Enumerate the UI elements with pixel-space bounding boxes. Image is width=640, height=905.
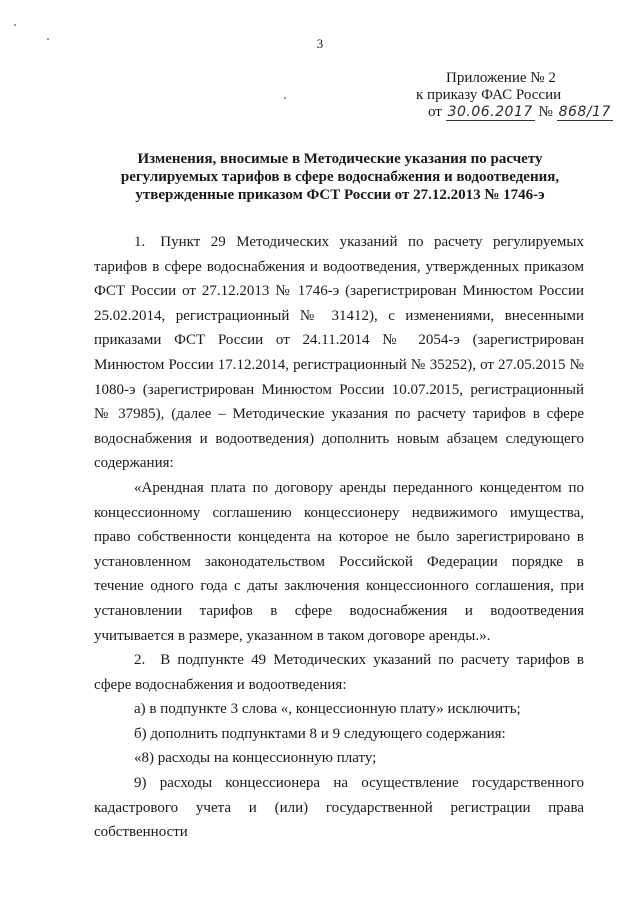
- scan-speck: [14, 24, 16, 26]
- document-body: [94, 230, 584, 845]
- appendix-line-1: Приложение № 2: [446, 70, 556, 86]
- handwritten-date: 30.06.2017: [447, 104, 533, 120]
- paragraph-1: 1. Пункт 29 Методических указаний по расчету регулируемых тарифов в сфере водоснабжения и водоотведения, утвержденных приказом ФСТ России от 27.12.2013 № 1746-э (зарегистрирован Минюстом России 25.02.2014, регистрационный № 31412), с изменениями, внесенными приказами ФСТ России от 24.11.2014 № 2054-э (зарегистрирован Минюстом России 17.12.2014, регистрационный № 35252), от 27.05.2015 № 1080-э (зарегистрирован Минюстом России 10.07.2015, регистрационный № 37985), (далее – Методические указания по расчету тарифов в сфере водоснабжения и водоотведения) дополнить новым абзацем следующего содержания:: [94, 234, 584, 472]
- paragraph-2: 2. В подпункте 49 Методических указаний по расчету тарифов в сфере водоснабжения и водоотведения:: [94, 652, 584, 693]
- subitem-9: 9) расходы концессионера на осуществление государственного кадастрового учета и (или) государственной регистрации права собственности: [94, 775, 584, 841]
- from-label: от: [428, 104, 442, 120]
- handwritten-number: 868/17: [558, 104, 611, 120]
- subitem-a: а) в подпункте 3 слова «, концессионную плату» исключить;: [134, 701, 521, 718]
- subitem-b: б) дополнить подпунктами 8 и 9 следующего содержания:: [134, 725, 506, 742]
- page-number: 3: [316, 36, 324, 51]
- document-title: Изменения, вносимые в Методические указания по расчету регулируемых тарифов в сфере водоснабжения и водоотведения, утвержденные приказом ФСТ России от 27.12.2013 № 1746-э: [120, 151, 560, 203]
- scan-speck: [284, 97, 286, 99]
- paragraph-quote: «Арендная плата по договору аренды переданного концедентом по концессионному соглашению концессионеру недвижимого имущества, право собственности концедента на которое не было зарегистрировано в установленном законодательством Российской Федерации порядке в течение одного года с даты заключения концессионного соглашения, при установлении тарифов в сфере водоснабжения и водоотведения учитывается в размере, указанном в таком договоре аренды.».: [94, 479, 584, 644]
- subitem-8: «8) расходы на концессионную плату;: [134, 750, 377, 767]
- appendix-header: [398, 70, 611, 121]
- appendix-line-2: к приказу ФАС России: [416, 87, 562, 103]
- number-label: №: [538, 104, 553, 120]
- appendix-line-3: [398, 104, 611, 121]
